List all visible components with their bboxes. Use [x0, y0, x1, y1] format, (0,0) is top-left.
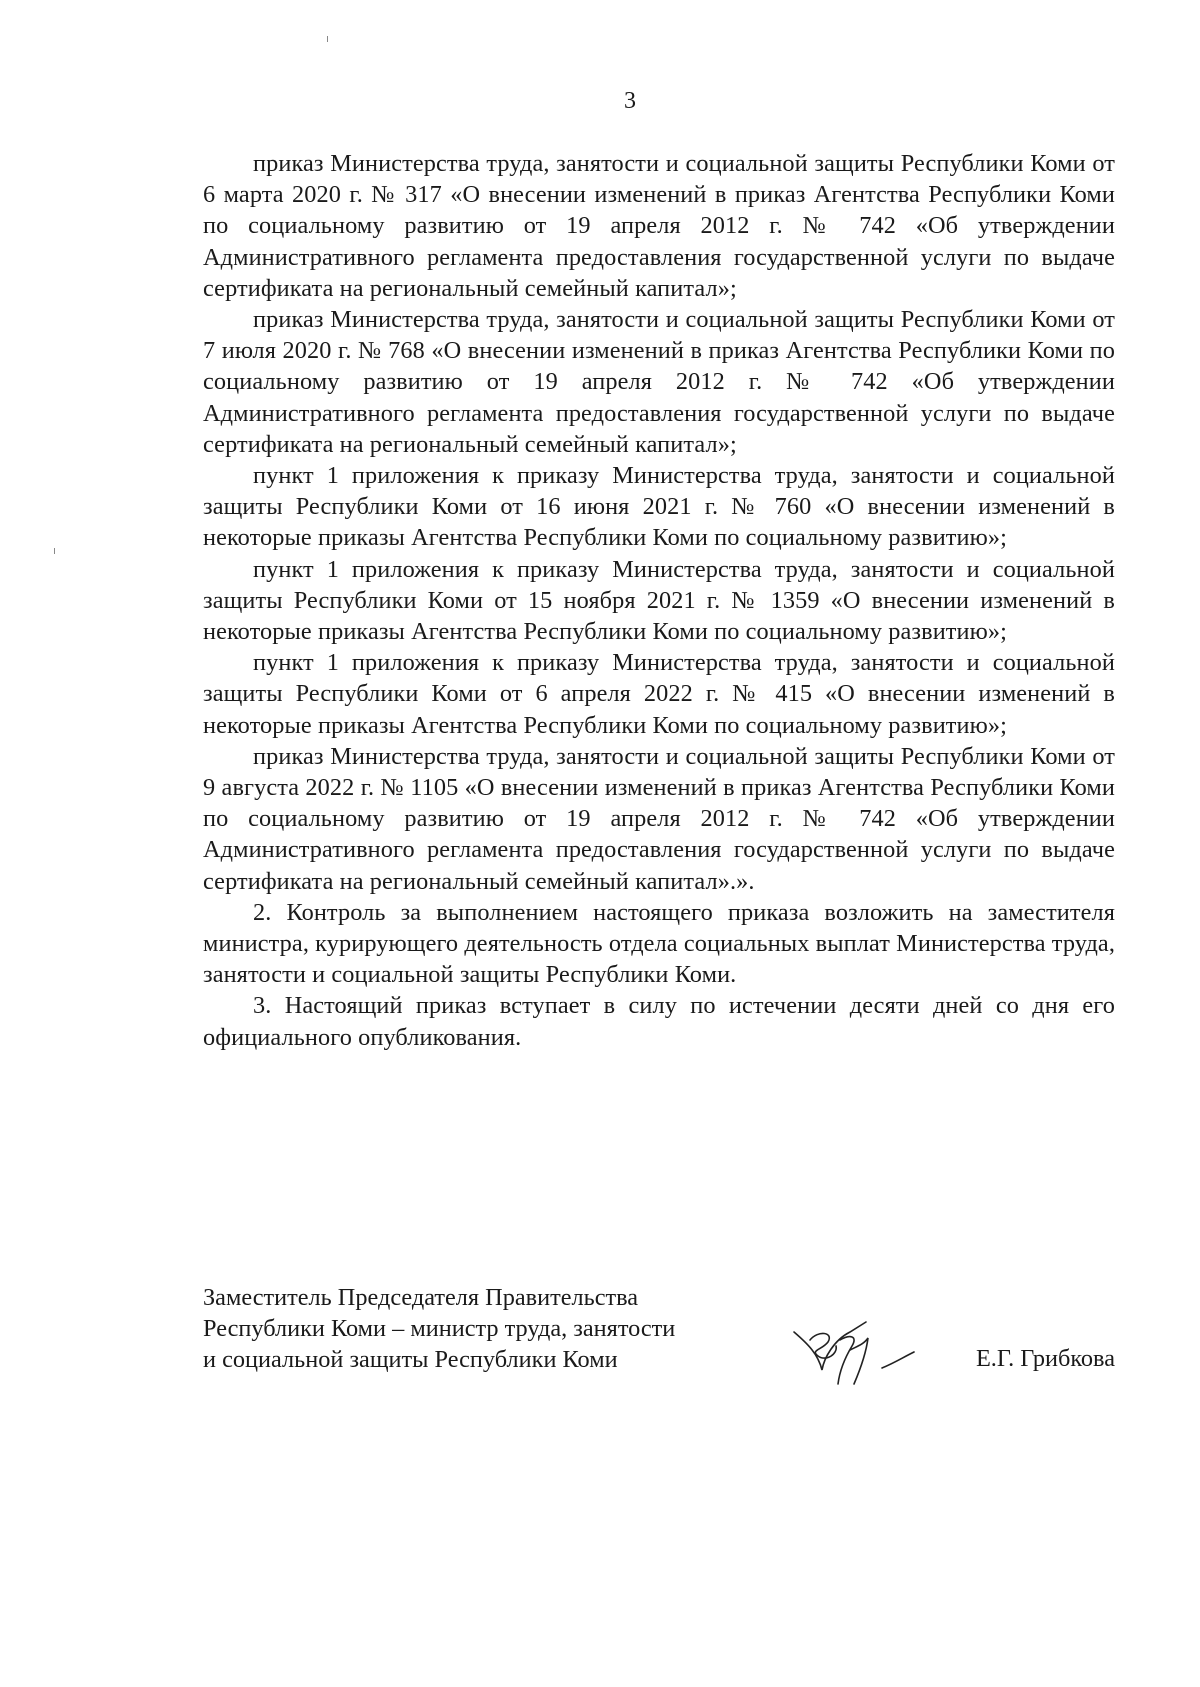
handwritten-signature: [788, 1310, 938, 1390]
signer-title-line: Заместитель Председателя Правительства: [203, 1284, 639, 1311]
signer-name: Е.Г. Грибкова: [975, 1345, 1115, 1372]
paragraph-order-1105: приказ Министерства труда, занятости и социальной защиты Республики Коми от 9 августа 2022 г. № 1105 «О внесении изменений в приказ Агентства Республики Коми по социальному развитию от 19 апреля 2012 г. № 742 «Об утверждении Административного регламента предоставления государственной услуги по выдаче сертификата на региональный семейный капитал».».: [203, 742, 1115, 895]
page-number: 3: [624, 88, 636, 114]
scan-artifact: [54, 548, 55, 554]
signer-title: [203, 1282, 763, 1376]
paragraph-order-760: пункт 1 приложения к приказу Министерства труда, занятости и социальной защиты Республики Коми от 16 июня 2021 г. № 760 «О внесении изменений в некоторые приказы Агентства Республики Коми по социальному развитию»;: [203, 462, 1115, 552]
paragraph-order-768: приказ Министерства труда, занятости и социальной защиты Республики Коми от 7 июля 2020 г. № 768 «О внесении изменений в приказ Агентства Республики Коми по социальному развитию от 19 апреля 2012 г. № 742 «Об утверждении Административного регламента предоставления государственной услуги по выдаче сертификата на региональный семейный капитал»;: [203, 306, 1115, 458]
scan-artifact: [327, 36, 328, 42]
paragraph-effective-date: 3. Настоящий приказ вступает в силу по истечении десяти дней со дня его официального опубликования.: [203, 992, 1115, 1051]
signer-title-line: и социальной защиты Республики Коми: [203, 1346, 618, 1374]
signature-block: [203, 1282, 1115, 1402]
paragraph-order-317: приказ Министерства труда, занятости и социальной защиты Республики Коми от 6 марта 2020 г. № 317 «О внесении изменений в приказ Агентства Республики Коми по социальному развитию от 19 апреля 2012 г. № 742 «Об утверждении Административного регламента предоставления государственной услуги по выдаче сертификата на региональный семейный капитал»;: [203, 150, 1115, 302]
signer-title-line: Республики Коми – министр труда, занятости: [203, 1315, 676, 1343]
paragraph-order-415: пункт 1 приложения к приказу Министерства труда, занятости и социальной защиты Республики Коми от 6 апреля 2022 г. № 415 «О внесении изменений в некоторые приказы Агентства Республики Коми по социальному развитию»;: [203, 649, 1115, 739]
paragraph-order-1359: пункт 1 приложения к приказу Министерства труда, занятости и социальной защиты Республики Коми от 15 ноября 2021 г. № 1359 «О внесении изменений в некоторые приказы Агентства Республики Коми по социальному развитию»;: [203, 555, 1115, 646]
document-body: [203, 148, 1115, 1053]
paragraph-control-clause: 2. Контроль за выполнением настоящего приказа возложить на заместителя министра, курирующего деятельность отдела социальных выплат Министерства труда, занятости и социальной защиты Республики Коми.: [203, 898, 1115, 989]
